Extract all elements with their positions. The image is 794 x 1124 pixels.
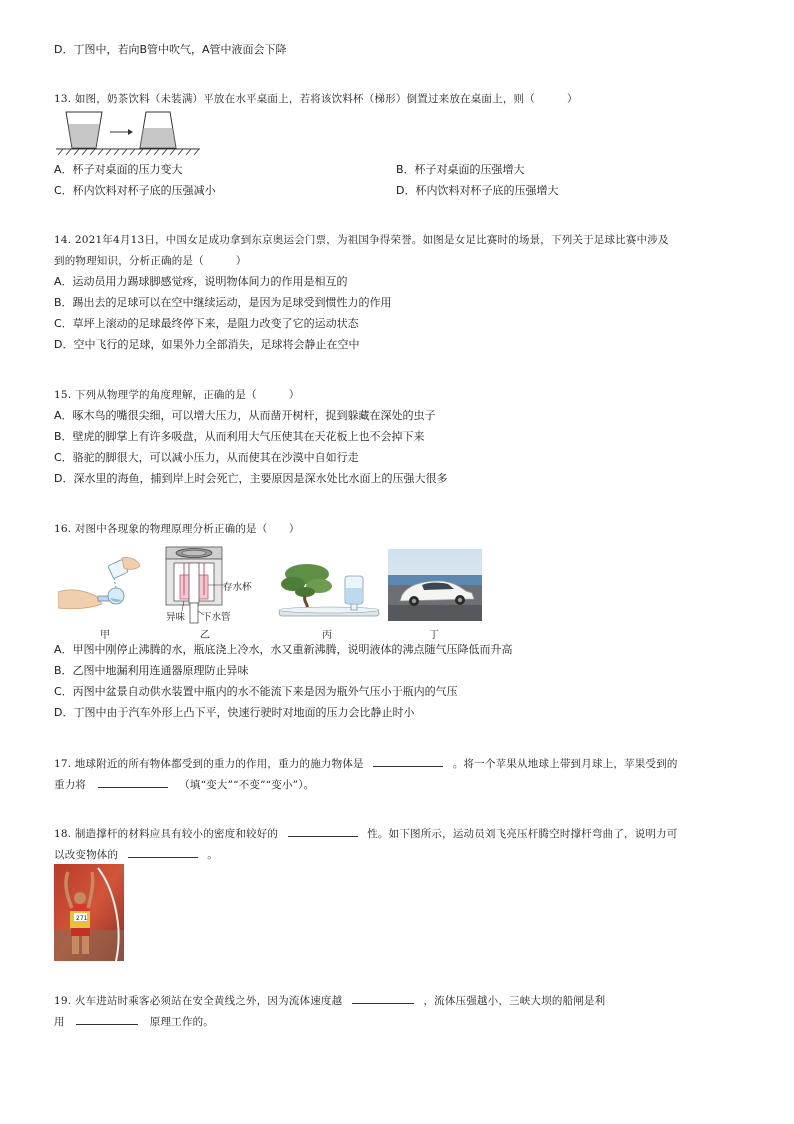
q15-option-b: B．壁虎的脚掌上有许多吸盘，从而利用大气压使其在天花板上也不会掉下来 [54, 430, 425, 443]
q18-text-2: 性。如下图所示，运动员刘飞亮压杆腾空时撑杆弯曲了，说明力可 [367, 828, 678, 840]
q19-blank-1[interactable] [352, 993, 414, 1004]
q16-caption-bing: 丙 [322, 630, 332, 641]
q18-line2 [54, 847, 218, 862]
q13-option-c: C．杯内饮料对杯子底的压强减小 [54, 184, 216, 197]
q13-option-b: B．杯子对桌面的压强增大 [396, 163, 525, 176]
q16-option-a: A．甲图中刚停止沸腾的水，瓶底浇上冷水，水又重新沸腾，说明液体的沸点随气压降低而升高 [54, 643, 513, 656]
q19-text-2: ，流体压强越小，三峡大坝的船闸是利 [423, 995, 606, 1007]
q16-stem: 16. 对图中各现象的物理原理分析正确的是（ ） [54, 523, 300, 535]
q18-blank-2[interactable] [128, 847, 198, 858]
q12-option-d: D．丁图中，若向B管中吹气，A管中液面会下降 [54, 43, 287, 56]
q16-option-d: D．丁图中由于汽车外形上凸下平，快速行驶时对地面的压力会比静止时小 [54, 706, 415, 719]
q16-caption-yi: 乙 [200, 630, 210, 641]
q18-bib-number: 271 [76, 915, 88, 922]
q14-stem-line1: 14. 2021年4月13日，中国女足成功拿到东京奥运会门票，为祖国争得荣誉。如图是女足比赛时的场景，下列关于足球比赛中涉及 [54, 234, 669, 246]
q13-cup-figure [54, 108, 204, 158]
q13-stem: 13. 如图，奶茶饮料（未装满）平放在水平桌面上，若将该饮料杯（梯形）倒置过来放在桌面上，则（ ） [54, 93, 578, 105]
q17-blank-2[interactable] [98, 777, 168, 788]
q16-option-c: C．丙图中盆景自动供水装置中瓶内的水不能流下来是因为瓶外气压小于瓶内的气压 [54, 685, 458, 698]
q17-blank-1[interactable] [373, 756, 443, 767]
q17-text-4: （填“变大”“不变”“变小”）。 [179, 779, 315, 791]
q18-line1 [54, 826, 678, 841]
q16-label-drain-pipe: 下水管 [202, 612, 231, 623]
q17-text-1: 17. 地球附近的所有物体都受到的重力的作用，重力的施力物体是 [54, 758, 364, 770]
q14-stem-line2: 到的物理知识，分析正确的是（ ） [54, 255, 247, 267]
q16-figure-jia [58, 552, 156, 622]
q19-text-3: 用 [54, 1016, 65, 1028]
q19-text-1: 19. 火车进站时乘客必须站在安全黄线之外，因为流体速度越 [54, 995, 343, 1007]
q13-option-a: A．杯子对桌面的压力变大 [54, 163, 183, 176]
q14-option-d: D．空中飞行的足球，如果外力全部消失，足球将会静止在空中 [54, 338, 360, 351]
q18-pole-vault-photo [54, 864, 124, 961]
q18-blank-1[interactable] [288, 826, 358, 837]
q16-figure-bing [275, 560, 383, 622]
q15-option-a: A．啄木鸟的嘴很尖细，可以增大压力，从而凿开树杆，捉到躲藏在深处的虫子 [54, 409, 436, 422]
q19-blank-2[interactable] [76, 1014, 138, 1025]
q13-option-d: D．杯内饮料对杯子底的压强增大 [396, 184, 559, 197]
q15-option-d: D．深水里的海鱼，捕到岸上时会死亡，主要原因是深水处比水面上的压强大很多 [54, 472, 448, 485]
q18-text-4: 。 [207, 849, 218, 861]
q16-caption-jia: 甲 [100, 630, 110, 641]
q15-option-c: C．骆驼的脚很大，可以减小压力，从而使其在沙漠中自如行走 [54, 451, 359, 464]
q19-line1 [54, 993, 605, 1008]
q17-line2 [54, 777, 314, 792]
q14-option-a: A．运动员用力踢球脚感觉疼，说明物体间力的作用是相互的 [54, 275, 348, 288]
q15-stem: 15. 下列从物理学的角度理解，正确的是（ ） [54, 389, 300, 401]
q18-text-1: 18. 制造撑杆的材料应具有较小的密度和较好的 [54, 828, 279, 840]
q17-text-2: 。将一个苹果从地球上带到月球上，苹果受到的 [452, 758, 678, 770]
q16-figure-ding-car-photo [388, 549, 482, 621]
q14-option-c: C．草坪上滚动的足球最终停下来，是阻力改变了它的运动状态 [54, 317, 359, 330]
q18-text-3: 以改变物体的 [54, 849, 119, 861]
q16-option-b: B．乙图中地漏利用连通器原理防止异味 [54, 664, 249, 677]
q19-line2 [54, 1014, 214, 1029]
q16-caption-ding: 丁 [429, 630, 439, 641]
q17-line1 [54, 756, 678, 771]
q14-option-b: B．踢出去的足球可以在空中继续运动，是因为足球受到惯性力的作用 [54, 296, 392, 309]
q19-text-4: 原理工作的。 [149, 1016, 214, 1028]
q16-label-water-cup: 存水杯 [223, 582, 252, 593]
q16-label-smell: 异味 [166, 612, 186, 623]
q17-text-3: 重力将 [54, 779, 87, 791]
